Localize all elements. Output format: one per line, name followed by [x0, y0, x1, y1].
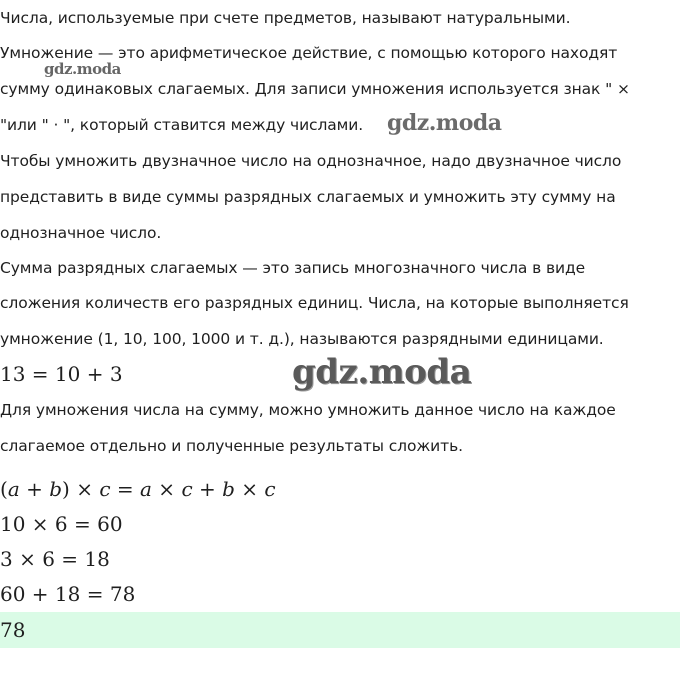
text-line: сумму одинаковых слагаемых. Для записи умножения используется знак " ×	[0, 80, 630, 98]
math-equation: 3 × 6 = 18	[0, 547, 110, 571]
math-equation-distributive: (a + b) × c = a × c + b × c	[0, 477, 276, 501]
answer-box	[0, 612, 680, 648]
text-line: Числа, используемые при счете предметов, называют натуральными.	[0, 9, 571, 27]
var-c: c	[99, 477, 111, 501]
text-line: Чтобы умножить двузначное число на однозначное, надо двузначное число	[0, 152, 622, 170]
text-line: "или " · ", который ставится между числами.	[0, 116, 364, 134]
var-b: b	[222, 477, 235, 501]
watermark: gdz.moda	[44, 60, 121, 78]
var-c: c	[181, 477, 193, 501]
text-line: Умножение — это арифметическое действие, с помощью которого находят	[0, 44, 618, 62]
math-equation: 10 × 6 = 60	[0, 512, 123, 536]
watermark: gdz.moda	[387, 110, 502, 136]
var-a: a	[7, 477, 20, 501]
var-c: c	[264, 477, 276, 501]
text-line: Для умножения числа на сумму, можно умножить данное число на каждое	[0, 401, 616, 419]
watermark: gdz.moda	[292, 352, 472, 392]
text-line: сложения количеств его разрядных единиц. Числа, на которые выполняется	[0, 294, 629, 312]
text-line: Сумма разрядных слагаемых — это запись многозначного числа в виде	[0, 259, 586, 277]
answer-value: 78	[0, 618, 26, 642]
text-line: однозначное число.	[0, 224, 162, 242]
text-line: слагаемое отдельно и полученные результаты сложить.	[0, 437, 463, 455]
text-line: умножение (1, 10, 100, 1000 и т. д.), называются разрядными единицами.	[0, 330, 604, 348]
math-equation: 60 + 18 = 78	[0, 582, 136, 606]
var-b: b	[49, 477, 63, 501]
math-equation: 13 = 10 + 3	[0, 362, 123, 386]
text-line: представить в виде суммы разрядных слагаемых и умножить эту сумму на	[0, 188, 616, 206]
var-a: a	[140, 477, 152, 501]
